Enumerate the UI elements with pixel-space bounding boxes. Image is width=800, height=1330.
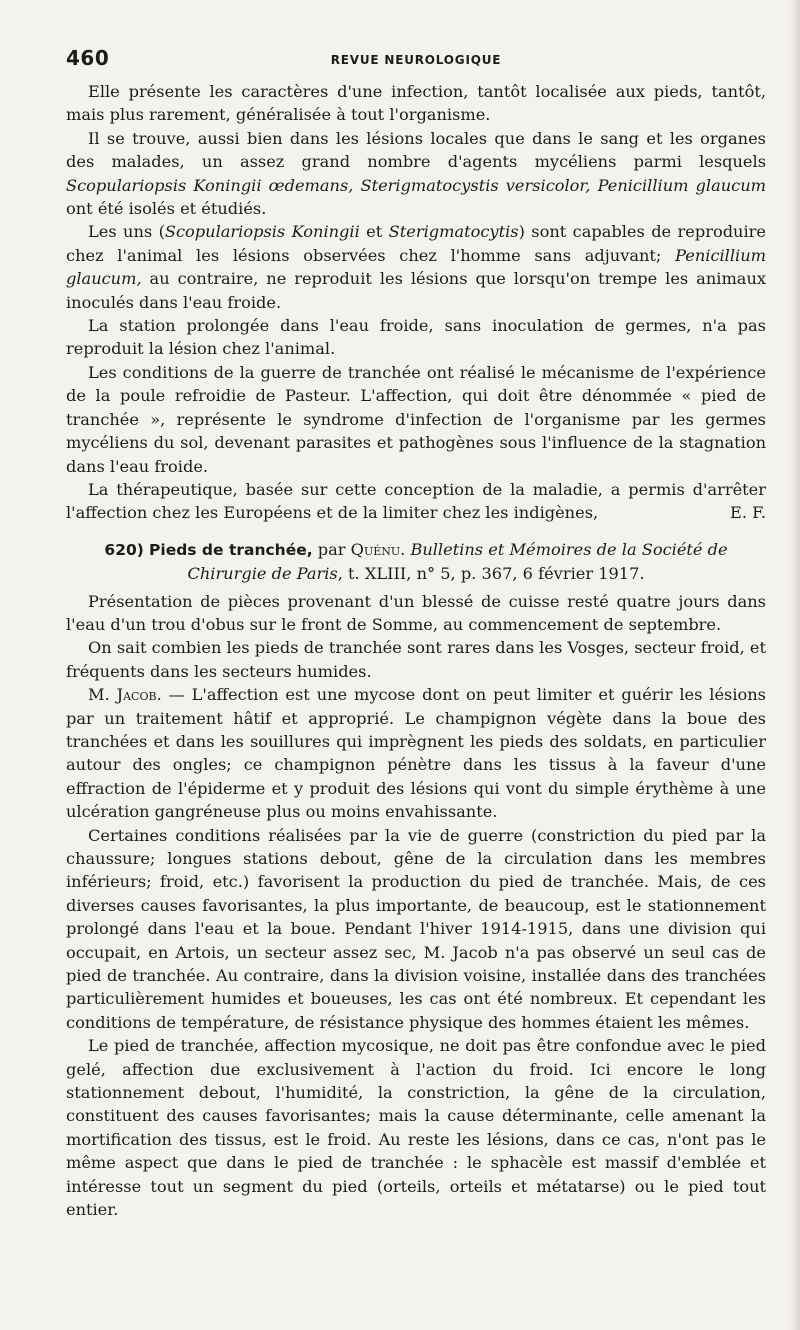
entry-review-text [66, 590, 766, 1222]
entry-heading [66, 538, 766, 586]
text-run: La station prolongée dans l'eau froide, sans inoculation de germes, n'a pas reproduit la lésion chez l'animal. [66, 316, 766, 359]
entry-source: Bulletins et Mémoires de la Société de Chirurgie de Paris [187, 539, 728, 584]
text-run: Les uns ( [88, 222, 165, 242]
paragraph [66, 824, 766, 1035]
paragraph [66, 314, 766, 361]
entry-title: Pieds de tranchée, [149, 540, 313, 559]
paragraph [66, 683, 766, 823]
paragraph [66, 127, 766, 221]
paragraph [66, 590, 766, 637]
italic-text: Penicillium glaucum, [66, 245, 766, 289]
page-edge-shadow [790, 0, 800, 1330]
text-run: M. [88, 685, 117, 705]
entry-author: Quénu [350, 539, 401, 559]
text-run: ) sont capables de reproduire chez l'animal les lésions observées chez l'homme sans adjuvant; [66, 222, 766, 265]
previous-review-text [66, 80, 766, 525]
entry-details: , t. XLIII, n° 5, p. 367, 6 février 1917. [337, 564, 645, 584]
text-run: On sait combien les pieds de tranchée sont rares dans les Vosges, secteur froid, et fréquents dans les secteurs humides. [66, 638, 766, 681]
text-run: Il se trouve, aussi bien dans les lésions locales que dans le sang et les organes des malades, un assez grand nombre d'agents mycéliens parmi lesquels [66, 128, 766, 172]
page [66, 40, 766, 1222]
italic-text: Scopulariopsis Koningii [164, 222, 360, 242]
entry-by: par [312, 539, 351, 559]
paragraph [66, 80, 766, 127]
paragraph [66, 636, 766, 683]
text-run: La thérapeutique, basée sur cette conception de la maladie, a permis d'arrêter l'affection chez les Européens et de la limiter chez les indigènes, [66, 479, 766, 523]
signature: E. F. [730, 503, 766, 523]
page-number: 460 [66, 46, 110, 70]
paragraph [66, 478, 766, 525]
article-body [66, 80, 766, 1222]
text-run: et [359, 222, 389, 242]
entry-period: . [400, 539, 411, 559]
italic-text: Scopulariopsis Koningii œdemans, Sterigmatocystis versicolor, Penicillium glaucum [66, 175, 766, 195]
paragraph [66, 220, 766, 314]
text-run: . — L'affection est une mycose dont on peut limiter et guérir les lésions par un traitement hâtif et approprié. Le champignon végète dans la boue des tranchées et dans les souillures qui imprègnent les pieds des soldats, en particulier autour des ongles; ce champignon pénètre dans les tissus à la faveur d'une effraction de l'épiderme et y produit des lésions qui vont du simple érythème à une ulcération gangréneuse plus ou moins envahissante. [66, 685, 766, 822]
text-run: Certaines conditions réalisées par la vie de guerre (constriction du pied par la chaussure; longues stations debout, gêne de la circulation dans les membres inférieurs; froid, etc.) favorisent la production du pied de tranchée. Mais, de ces diverses causes favorisantes, la plus importante, de beaucoup, est le stationnement prolongé dans l'eau et la boue. Pendant l'hiver 1914-1915, dans une division qui occupait, en Artois, un secteur assez sec, M. Jacob n'a pas observé un seul cas de pied de tranchée. Au contraire, dans la division voisine, installée dans des tranchées particulièrement humides et boueuses, les cas ont été nombreux. Et cependant les conditions de température, de résistance physique des hommes étaient les mêmes. [66, 825, 766, 1032]
entry-number: 620) [104, 540, 144, 559]
running-title: REVUE NEUROLOGIQUE [330, 53, 502, 67]
small-caps-text: Jacob [116, 685, 157, 705]
text-run: Présentation de pièces provenant d'un blessé de cuisse resté quatre jours dans l'eau d'un trou d'obus sur le front de Somme, au commencement de septembre. [66, 591, 766, 634]
text-run: Les conditions de la guerre de tranchée ont réalisé le mécanisme de l'expérience de la poule refroidie de Pasteur. L'affection, qui doit être dénommée « pied de tranchée », représente le syndrome d'infection de l'organisme par les germes mycéliens du sol, devenant parasites et pathogènes sous l'influence de la stagnation dans l'eau froide. [66, 362, 766, 476]
text-run: Elle présente les caractères d'une infection, tantôt localisée aux pieds, tantôt, mais plus rarement, généralisée à tout l'organisme. [66, 82, 766, 125]
text-run: Le pied de tranchée, affection mycosique, ne doit pas être confondue avec le pied gelé, affection due exclusivement à l'action du froid. Ici encore le long stationnement debout, l'humidité, la constriction, la gêne de la circulation, constituent des causes favorisantes; mais la cause déterminante, celle amenant la mortification des tissus, est le froid. Au reste les lésions, dans ce cas, n'ont pas le même aspect que dans le pied de tranchée : le sphacèle est massif d'emblée et intéresse tout un segment du pied (orteils, orteils et métatarse) ou le pied tout entier. [66, 1036, 766, 1220]
paragraph [66, 361, 766, 478]
paragraph [66, 1034, 766, 1221]
text-run: ont été isolés et étudiés. [66, 199, 267, 219]
page-header [66, 40, 766, 80]
text-run: au contraire, ne reproduit les lésions que lorsqu'on trempe les animaux inoculés dans l'eau froide. [66, 269, 766, 312]
italic-text: Sterigmatocytis [388, 222, 519, 242]
